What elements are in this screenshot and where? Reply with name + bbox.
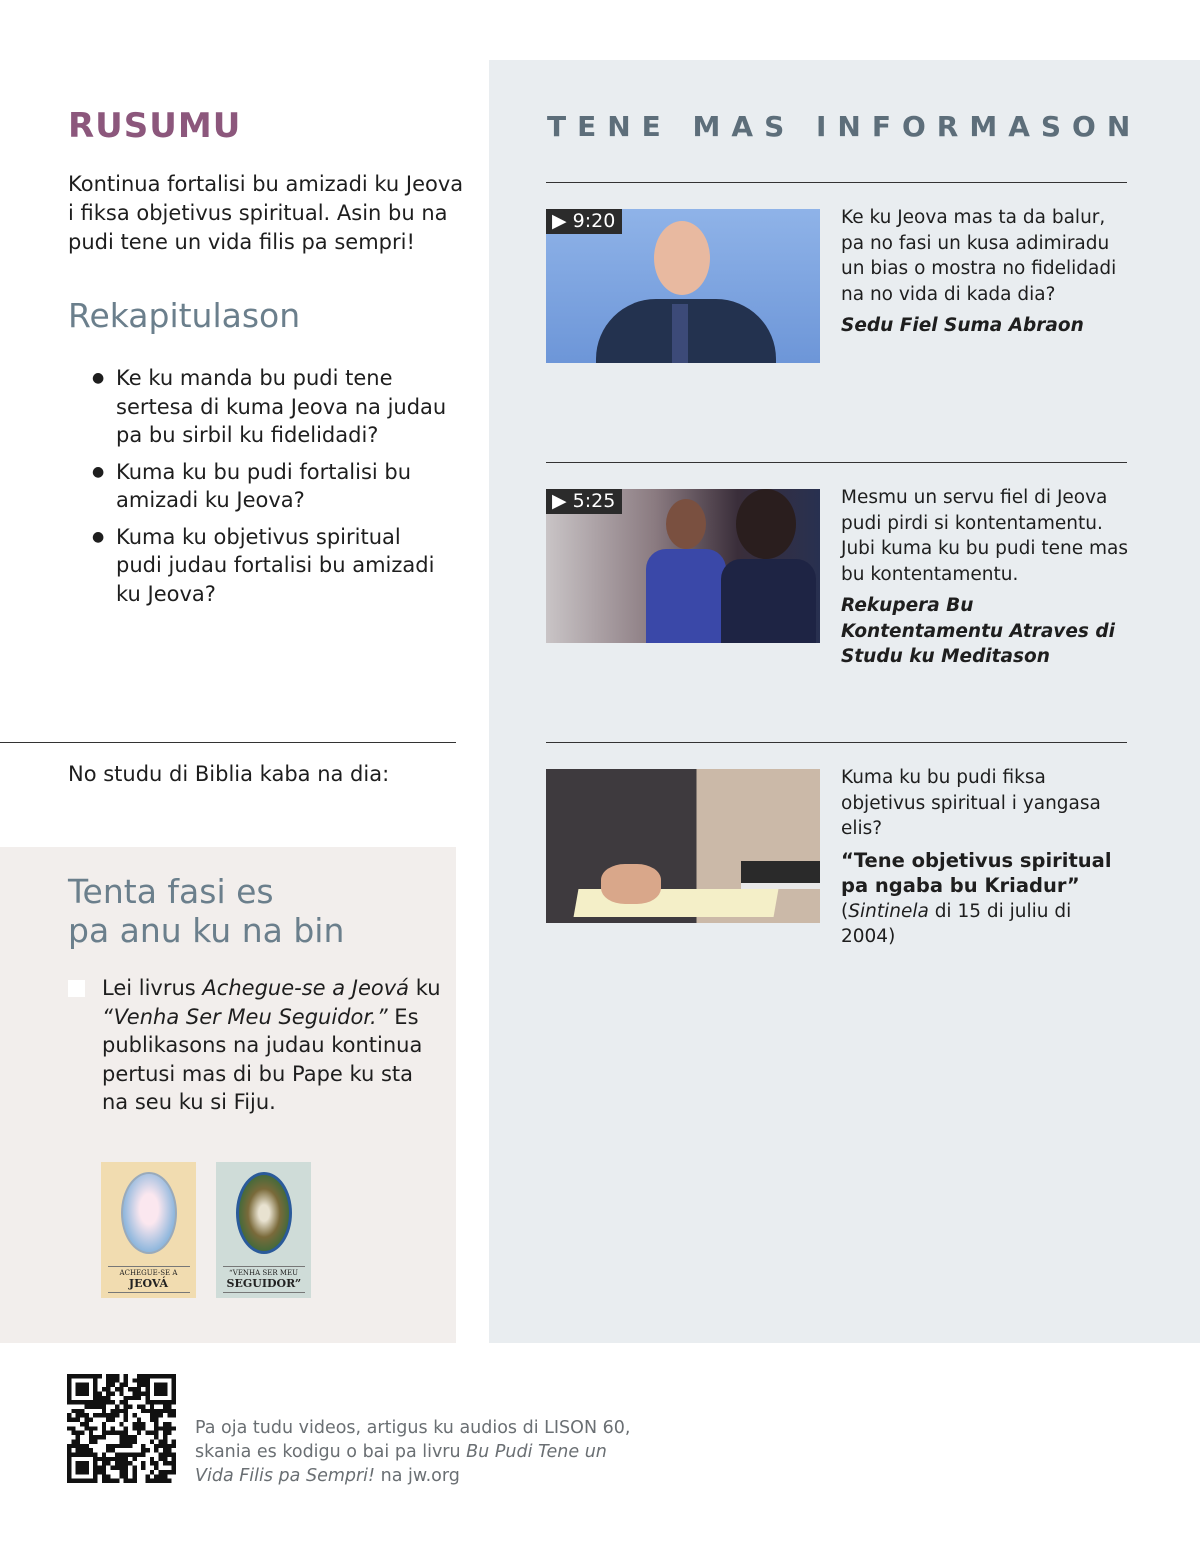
divider <box>546 182 1127 183</box>
divider <box>546 742 1127 743</box>
qr-code[interactable] <box>67 1374 176 1483</box>
video-duration: ▶ 9:20 <box>546 209 622 234</box>
article-description: Kuma ku bu pudi fiksa objetivus spiritual i yangasa elis? “Tene objetivus spiritual pa ngaba bu Kriadur” (Sintinela di 15 di juliu di 2004) <box>841 765 1131 950</box>
video-thumbnail[interactable] <box>546 489 820 643</box>
try-heading-line: Tenta fasi es <box>68 872 274 911</box>
video-title-link[interactable]: Rekupera Bu Kontentamentu Atraves di Studu ku Meditason <box>841 595 1115 667</box>
try-heading-line: pa anu ku na bin <box>68 911 345 950</box>
video-title-link[interactable]: Sedu Fiel Suma Abraon <box>841 315 1084 336</box>
try-heading <box>68 872 344 950</box>
more-info-heading: TENE MAS INFORMASON <box>547 110 1142 143</box>
recap-item: ● Kuma ku objetivus spiritual pudi judau fortalisi bu amizadi ku Jeova? <box>92 523 452 609</box>
video-thumbnail[interactable] <box>546 209 820 363</box>
study-completed-label: No studu di Biblia kaba na dia: <box>68 762 390 786</box>
footer-text: Pa oja tudu videos, artigus ku audios di LISON 60, skania es kodigu o bai pa livru Bu Pudi Tene un Vida Filis pa Sempri! na jw.org <box>195 1418 631 1486</box>
video-description: Mesmu un servu fiel di Jeova pudi pirdi si kontentamentu. Jubi kuma ku bu pudi tene mas bu kontentamentu. Rekupera Bu Kontentamentu Atraves di Studu ku Meditason <box>841 485 1131 670</box>
article-image[interactable] <box>546 769 820 923</box>
video-description: Ke ku Jeova mas ta da balur, pa no fasi un kusa adimiradu un bias o mostra no fidelidadi na no vida di kada dia? Sedu Fiel Suma Abraon <box>841 205 1131 339</box>
article-source: (Sintinela di 15 di juliu di 2004) <box>841 900 1072 947</box>
summary-title: RUSUMU <box>68 106 242 146</box>
try-text: Lei livrus Achegue-se a Jeová ku “Venha Ser Meu Seguidor.” Es publikasons na judau kontinua pertusi mas di bu Pape ku sta na seu ku si Fiju. <box>102 976 441 1114</box>
divider <box>546 462 1127 463</box>
recap-item: ● Ke ku manda bu pudi tene sertesa di kuma Jeova na judau pa bu sirbil ku fidelidadi? <box>92 364 452 450</box>
recap-list <box>92 364 452 616</box>
summary-intro: Kontinua fortalisi bu amizadi ku Jeova i fiksa objetivus spiritual. Asin bu na pudi tene un vida filis pa sempri! <box>68 172 464 254</box>
divider <box>0 742 456 743</box>
recap-heading: Rekapitulason <box>68 296 301 335</box>
article-title-link[interactable]: “Tene objetivus spiritual pa ngaba bu Kriadur” <box>841 848 1112 897</box>
book-cover-venha[interactable]: “VENHA SER MEU SEGUIDOR” <box>216 1162 311 1298</box>
goal-checkbox[interactable] <box>68 980 85 997</box>
recap-item: ● Kuma ku bu pudi fortalisi bu amizadi ku Jeova? <box>92 458 452 515</box>
video-duration: ▶ 5:25 <box>546 489 622 514</box>
book-cover-achegue[interactable]: ACHEGUE-SE A JEOVÁ <box>101 1162 196 1298</box>
